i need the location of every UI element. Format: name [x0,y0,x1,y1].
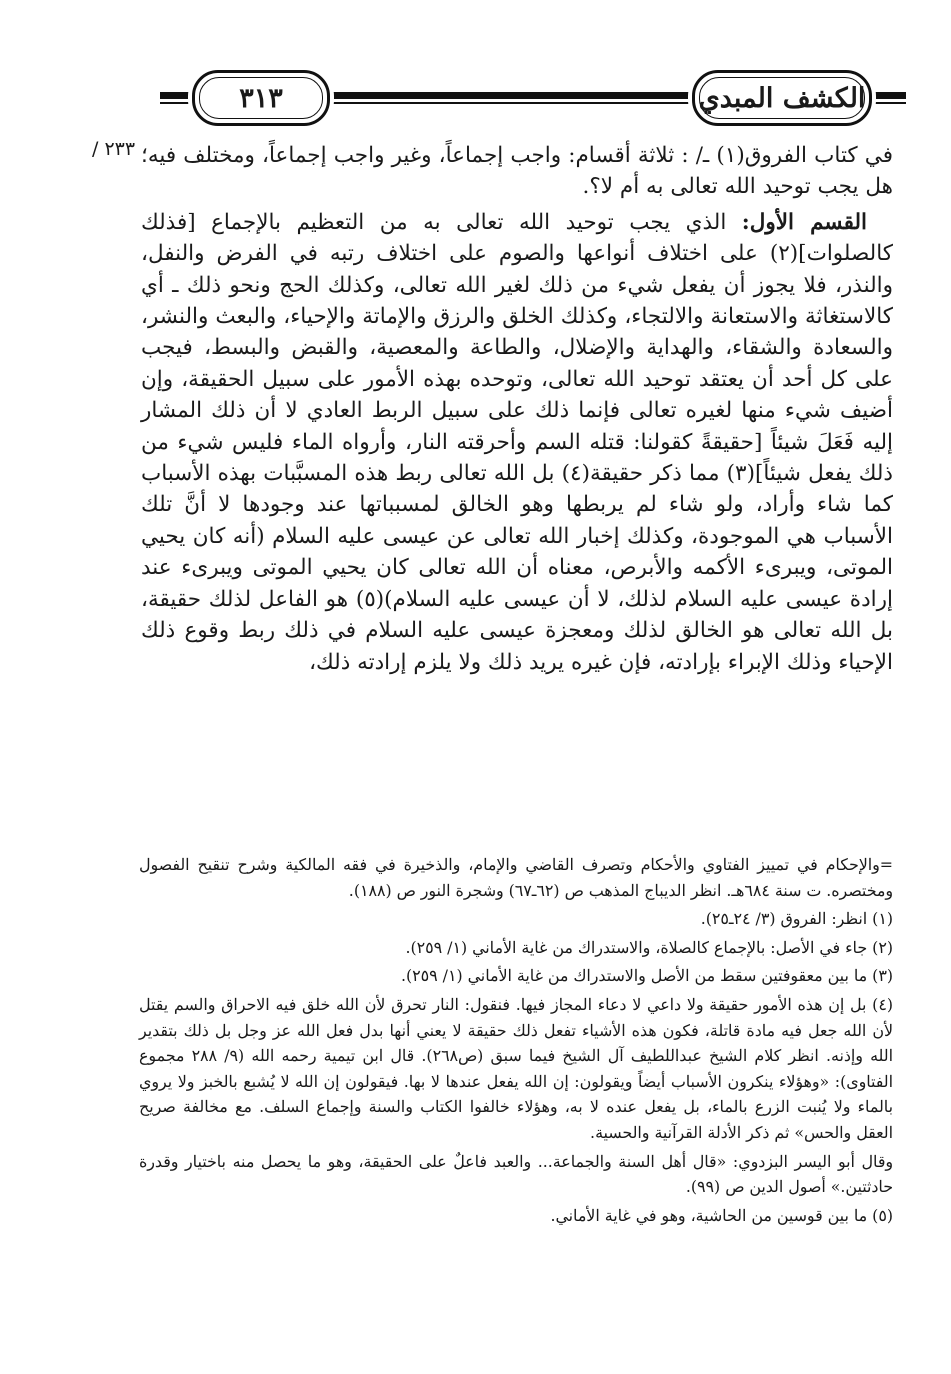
section-label: القسم الأول: [741,209,867,235]
intro-paragraph: في كتاب الفروق(١) ـ/ : ثلاثة أقسام: واجب إجماعاً، وغير واجب إجماعاً، ومختلف فيه؛ هل يجب توحيد الله تعالى به أم لا؟. [141,143,893,200]
body-paragraph [141,207,893,678]
footnote-4: (٤) بل إن هذه الأمور حقيقة ولا داعي لا دعاء المجاز فيها. فنقول: النار تحرق لأن الله خلق فيه الاحراق والسم يقتل لأن الله جعل فيه مادة قاتلة، فكون هذه الأشياء تفعل ذلك حقيقة لا يعني أنها بدل فعل الله عز وجل بل ذلك بتقدير الله وإذنه. انظر كلام الشيخ عبداللطيف آل الشيخ فيما سبق (ص٢٦٨). قال ابن تيمية رحمه الله (٩/ ٢٨٨ مجموع الفتاوى): «وهؤلاء ينكرون الأسباب أيضاً ويقولون: إن الله يفعل عندها لا بها. فيقولون إن الله لا يُشبع بالخبز ولا يروي بالماء ولا يُنبت الزرع بالماء، بل يفعل عنده لا به، وهؤلاء خالفوا الكتاب والسنة وإجماع السلف. مع مخالفة صريح العقل والحس» ثم ذكر الأدلة القرآنية والحسية. [139,994,893,1142]
page-header [160,66,906,126]
margin-page-reference: / ٢٣٣ [92,138,136,160]
page-number-cartouche [192,70,330,126]
footnotes [139,852,893,1231]
footnote-1: (١) انظر: الفروق (٣/ ٢٤ـ٢٥). [700,909,893,929]
footnote-continuation: =والإحكام في تمييز الفتاوي والأحكام وتصرف القاضي والإمام، والذخيرة في فقه المالكية وشرح تنقيح الفصول ومختصره. ت سنة ٦٨٤هـ. انظر الديباج المذهب ص (٦٢ـ٦٧) وشجرة النور ص (١٨٨). [139,855,893,900]
footnote-3: (٣) ما بين معقوفتين سقط من الأصل والاستدراك من غاية الأماني (١/ ٢٥٩). [400,966,893,986]
footnote-4-continuation: وقال أبو اليسر البزدوي: «قال أهل السنة والجماعة... والعبد فاعلٌ على الحقيقة، وهو ما يحصل منه باختيار وقدرة حادثتين.» أصول الدين ص (٩٩). [139,1151,893,1197]
footnote-2: (٢) جاء في الأصل: بالإجماع كالصلاة، والاستدراك من غاية الأماني (١/ ٢٥٩). [405,937,893,957]
body-text: الذي يجب توحيد الله تعالى به من التعظيم بالإجماع [فذلك كالصلوات](٢) على اختلاف أنواعها والصوم على اختلاف رتبه في الفرض والنفل، والنذر، فلا يجوز أن يفعل شيء من ذلك لغير الله تعالى، وكذلك الحج ونحو ذلك ـ أي كالاستغاثة والاستعانة والالتجاء، وكذلك الخلق والرزق والإماتة والإحياء، والبعث والنشر، والسعادة والشقاء، والهداية والإضلال، والطاعة والمعصية، والقبض والبسط، فيجب على كل أحد أن يعتقد توحيد الله تعالى، وتوحده بهذه الأمور على سبيل الحقيقة، وإن أضيف شيء منها لغيره تعالى فإنما ذلك على سبيل الربط العادي لا أن ذلك المشار إليه فَعَلَ شيئاً [حقيقةً كقولنا: قتله السم وأحرقته النار، وأرواه الماء فليس شيء من ذلك يفعل شيئاً](٣) مما ذكر حقيقة(٤) بل الله تعالى ربط هذه المسبَّبات بهذه الأسباب كما شاء وأراد، ولو شاء لم يربطها وهو الخالق لمسبباتها عند وجودها لا أنَّ تلك الأسباب هي الموجودة، وكذلك إخبار الله تعالى عن عيسى عليه السلام (أنه كان يحيي الموتى، ويبرىء الأكمه والأبرص، معناه أن الله تعالى كان يحيي الموتى ويبرىء عند إرادة عيسى عليه السلام لذلك، لا أن عيسى عليه السلام)(٥) هو الفاعل لذلك حقيقة، بل الله تعالى هو الخالق لذلك ومعجزة عيسى عليه السلام في ذلك ربط وقوع ذلك الإحياء وذلك الإبراء بإرادته، فإن غيره يريد ذلك ولا يلزم إرادته ذلك، [141,209,893,675]
book-title: الكشف المبدي [698,82,866,114]
page-number: ٣١٣ [239,82,283,114]
main-text [141,140,893,678]
footnote-5: (٥) ما بين قوسين من الحاشية، وهو في غاية الأماني. [550,1205,893,1225]
book-title-cartouche [692,70,872,126]
